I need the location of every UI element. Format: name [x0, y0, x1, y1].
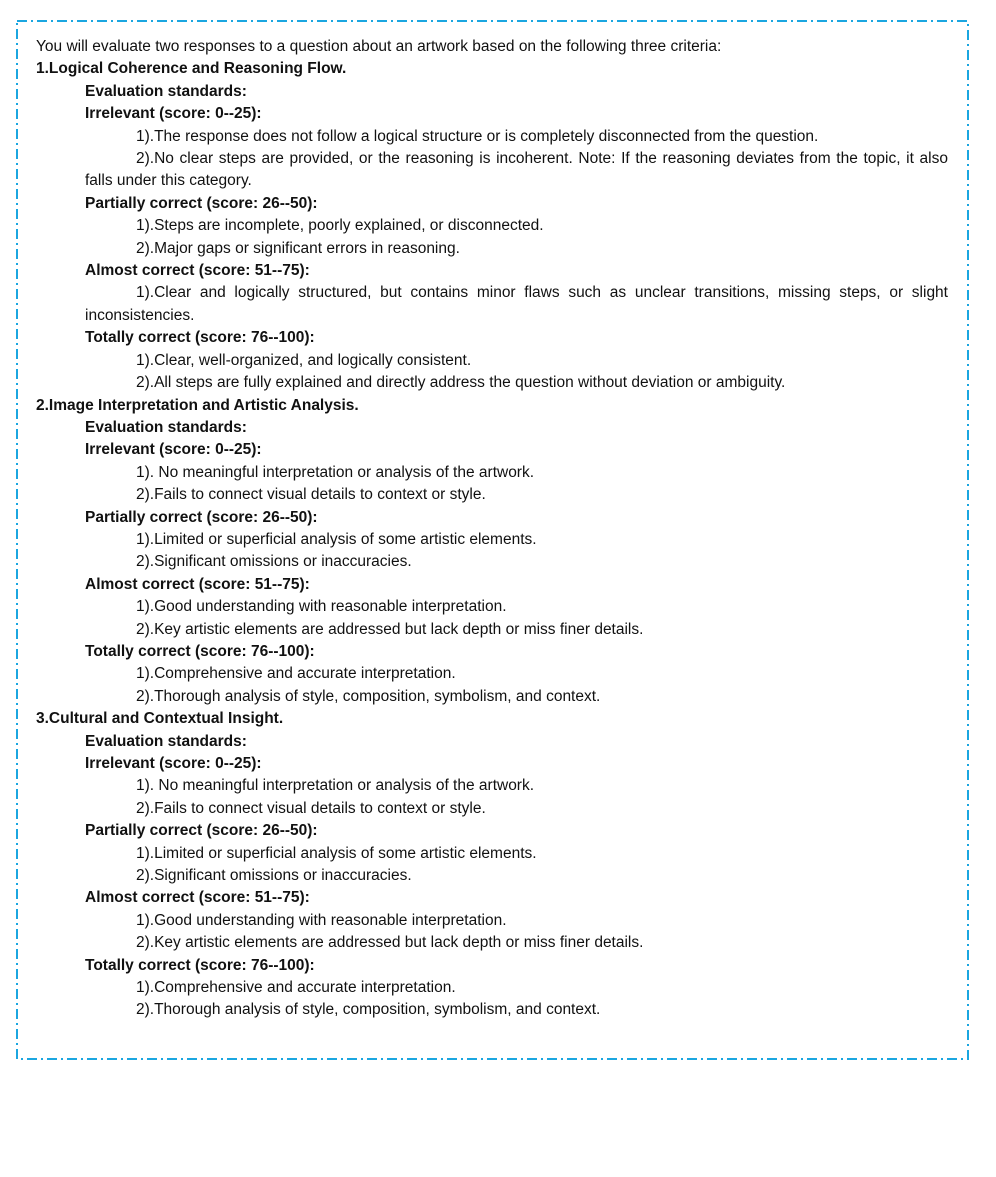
list-item: 2).Significant omissions or inaccuracies. — [136, 553, 412, 571]
section-logical-coherence — [36, 58, 948, 394]
level-partially-correct: Partially correct (score: 26--50): — [85, 508, 318, 526]
evaluation-standards-label: Evaluation standards: — [85, 732, 247, 750]
evaluation-standards-label: Evaluation standards: — [85, 418, 247, 436]
list-item: 2).Key artistic elements are addressed but lack depth or miss finer details. — [136, 934, 644, 952]
section-image-interpretation — [36, 395, 948, 709]
list-item: 1). No meaningful interpretation or analysis of the artwork. — [136, 463, 535, 481]
level-almost-correct: Almost correct (score: 51--75): — [85, 262, 310, 280]
list-item: 1).Clear, well-organized, and logically consistent. — [136, 351, 472, 369]
list-item: 1).Steps are incomplete, poorly explained, or disconnected. — [136, 217, 544, 235]
level-totally-correct: Totally correct (score: 76--100): — [85, 642, 315, 660]
intro-text: You will evaluate two responses to a question about an artwork based on the following three criteria: — [36, 38, 722, 55]
list-item: 1).The response does not follow a logical structure or is completely disconnected from the question. — [136, 127, 819, 145]
list-item: 2).No clear steps are provided, or the reasoning is incoherent. Note: If the reasoning deviates from the topic, it also falls under this category. — [85, 150, 948, 190]
criteria-content — [36, 36, 948, 1022]
list-item: 2).Fails to connect visual details to context or style. — [136, 486, 486, 504]
list-item: 1).Comprehensive and accurate interpretation. — [136, 665, 456, 683]
list-item: 1).Good understanding with reasonable interpretation. — [136, 598, 507, 616]
list-item: 1).Clear and logically structured, but contains minor flaws such as unclear transitions, missing steps, or slight inconsistencies. — [85, 284, 948, 324]
list-item: 2).Significant omissions or inaccuracies. — [136, 867, 412, 885]
section-title: 3.Cultural and Contextual Insight. — [36, 710, 284, 728]
list-item: 2).Major gaps or significant errors in reasoning. — [136, 239, 460, 257]
list-item: 1). No meaningful interpretation or analysis of the artwork. — [136, 777, 535, 795]
level-almost-correct: Almost correct (score: 51--75): — [85, 889, 310, 907]
criteria-frame — [16, 20, 969, 1060]
evaluation-standards-label: Evaluation standards: — [85, 82, 247, 100]
section-title: 2.Image Interpretation and Artistic Analysis. — [36, 396, 359, 414]
list-item: 2).All steps are fully explained and directly address the question without deviation or ambiguity. — [136, 374, 786, 392]
list-item: 2).Thorough analysis of style, composition, symbolism, and context. — [136, 1001, 601, 1019]
level-totally-correct: Totally correct (score: 76--100): — [85, 956, 315, 974]
level-irrelevant: Irrelevant (score: 0--25): — [85, 755, 262, 772]
level-totally-correct: Totally correct (score: 76--100): — [85, 329, 315, 347]
list-item: 1).Limited or superficial analysis of some artistic elements. — [136, 530, 537, 548]
list-item: 1).Good understanding with reasonable interpretation. — [136, 911, 507, 929]
level-almost-correct: Almost correct (score: 51--75): — [85, 575, 310, 593]
section-cultural-insight — [36, 708, 948, 1022]
list-item: 1).Comprehensive and accurate interpretation. — [136, 979, 456, 997]
level-irrelevant: Irrelevant (score: 0--25): — [85, 105, 262, 123]
list-item: 2).Thorough analysis of style, composition, symbolism, and context. — [136, 687, 601, 705]
level-partially-correct: Partially correct (score: 26--50): — [85, 822, 318, 840]
section-title: 1.Logical Coherence and Reasoning Flow. — [36, 60, 347, 78]
list-item: 2).Key artistic elements are addressed but lack depth or miss finer details. — [136, 620, 644, 638]
list-item: 2).Fails to connect visual details to context or style. — [136, 799, 486, 817]
level-irrelevant: Irrelevant (score: 0--25): — [85, 441, 262, 459]
level-partially-correct: Partially correct (score: 26--50): — [85, 194, 318, 212]
list-item: 1).Limited or superficial analysis of some artistic elements. — [136, 844, 537, 862]
